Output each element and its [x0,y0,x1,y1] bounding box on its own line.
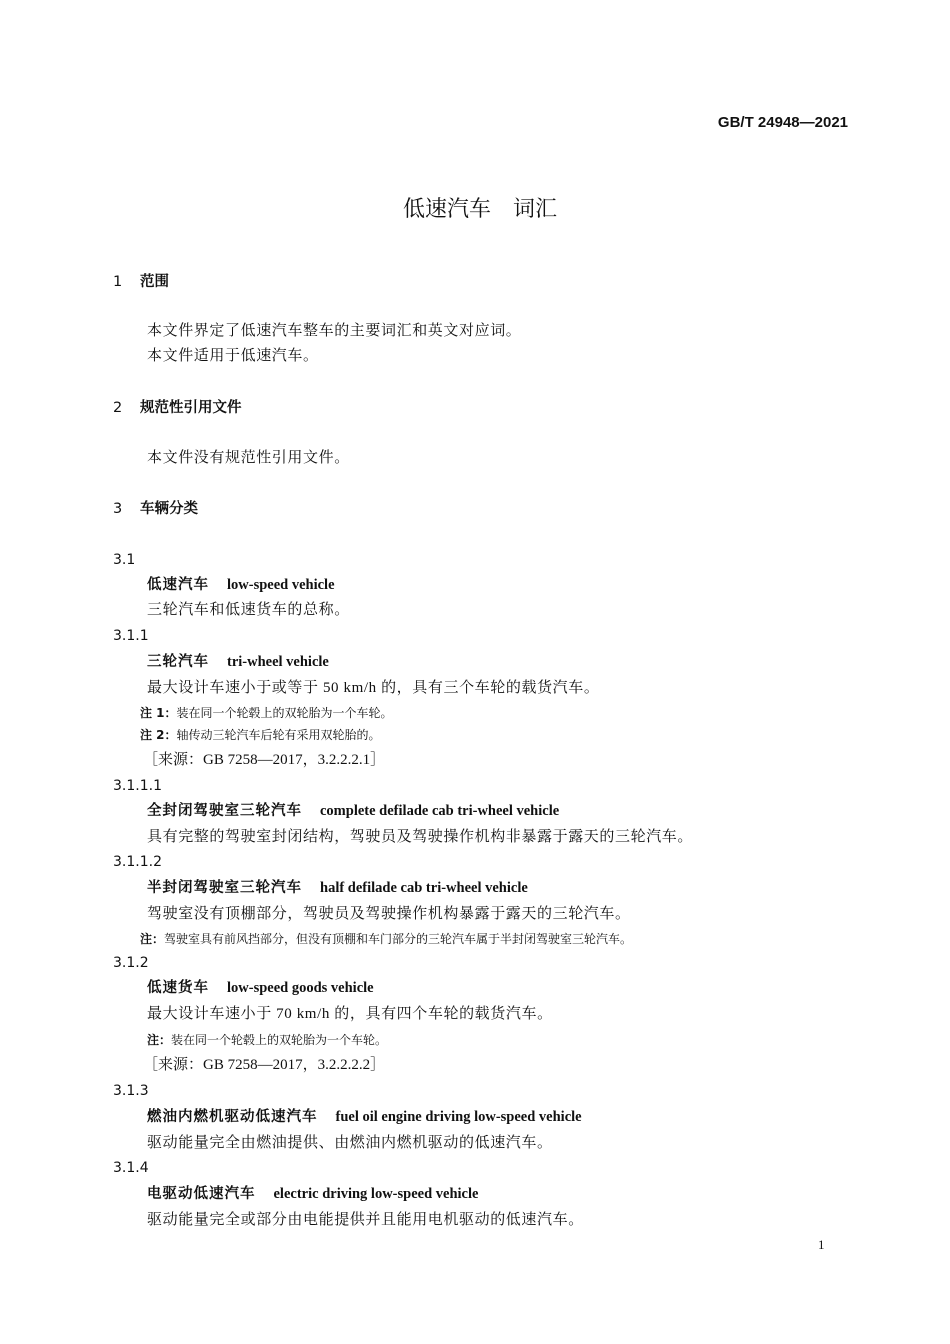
term-number: 3.1.1.2 [113,854,162,870]
note [140,725,381,745]
term-en: fuel oil engine driving low-speed vehicle [335,1109,582,1125]
term-number: 3.1.3 [113,1083,149,1099]
note-label: 注： [140,932,165,946]
source-reference: ［来源：GB 7258—2017，3.2.2.2.2］ [143,1057,386,1073]
term-zh: 半封闭驾驶室三轮汽车 [147,880,302,896]
page-title: 低速汽车 词汇 [402,197,557,222]
term-number: 3.1 [113,552,136,568]
term-number: 3.1.1.1 [113,778,162,794]
section-number: 3 [113,501,123,517]
note-label: 注： [147,1033,172,1047]
page-number: 1 [818,1237,825,1252]
section-heading [113,398,242,418]
term-en: low-speed goods vehicle [227,980,374,996]
term-zh: 低速货车 [147,980,209,996]
note [140,929,632,949]
term-entry [147,978,374,998]
term-zh: 全封闭驾驶室三轮汽车 [147,803,302,819]
term-entry [147,1184,478,1204]
section-heading [113,499,198,519]
term-en: tri-wheel vehicle [227,654,329,670]
paragraph: 本文件界定了低速汽车整车的主要词汇和英文对应词。 [147,323,522,339]
section-number: 1 [113,274,123,290]
term-entry [147,878,528,898]
term-en: low-speed vehicle [227,577,335,593]
note-text: 装在同一个轮毂上的双轮胎为一个车轮。 [176,706,393,720]
term-number: 3.1.2 [113,955,149,971]
term-en: half defilade cab tri-wheel vehicle [320,880,528,896]
term-entry [147,1107,582,1127]
term-definition: 最大设计车速小于 70 km/h 的，具有四个车轮的载货汽车。 [147,1006,553,1022]
section-heading [113,272,169,292]
source-reference: ［来源：GB 7258—2017，3.2.2.2.1］ [143,752,386,768]
paragraph: 本文件适用于低速汽车。 [147,348,319,364]
note [147,1030,387,1050]
note-label: 注 2： [140,728,177,742]
term-definition: 具有完整的驾驶室封闭结构，驾驶员及驾驶操作机构非暴露于露天的三轮汽车。 [147,829,694,845]
section-number: 2 [113,400,123,416]
note-text: 驾驶室具有前风挡部分，但没有顶棚和车门部分的三轮汽车属于半封闭驾驶室三轮汽车。 [164,932,633,946]
term-en: electric driving low-speed vehicle [273,1186,479,1202]
note-text: 轴传动三轮汽车后轮有采用双轮胎的。 [176,728,381,742]
term-entry [147,652,329,672]
document-id: GB/T 24948—2021 [717,114,848,131]
term-entry [147,575,335,595]
term-zh: 三轮汽车 [147,654,209,670]
term-zh: 电驱动低速汽车 [147,1186,256,1202]
term-number: 3.1.4 [113,1160,149,1176]
term-definition: 驱动能量完全由燃油提供、由燃油内燃机驱动的低速汽车。 [147,1135,553,1151]
term-definition: 最大设计车速小于或等于 50 km/h 的，具有三个车轮的载货汽车。 [147,680,600,696]
term-entry [147,801,559,821]
term-zh: 低速汽车 [147,577,209,593]
note-text: 装在同一个轮毂上的双轮胎为一个车轮。 [171,1033,388,1047]
term-definition: 驱动能量完全或部分由电能提供并且能用电机驱动的低速汽车。 [147,1212,584,1228]
note [140,703,393,723]
term-definition: 驾驶室没有顶棚部分，驾驶员及驾驶操作机构暴露于露天的三轮汽车。 [147,906,631,922]
section-title: 车辆分类 [140,501,198,517]
term-en: complete defilade cab tri-wheel vehicle [320,803,560,819]
term-definition: 三轮汽车和低速货车的总称。 [147,602,350,618]
note-label: 注 1： [140,706,177,720]
term-zh: 燃油内燃机驱动低速汽车 [147,1109,318,1125]
section-title: 规范性引用文件 [140,400,242,416]
section-title: 范围 [140,274,169,290]
paragraph: 本文件没有规范性引用文件。 [147,450,350,466]
term-number: 3.1.1 [113,628,149,644]
